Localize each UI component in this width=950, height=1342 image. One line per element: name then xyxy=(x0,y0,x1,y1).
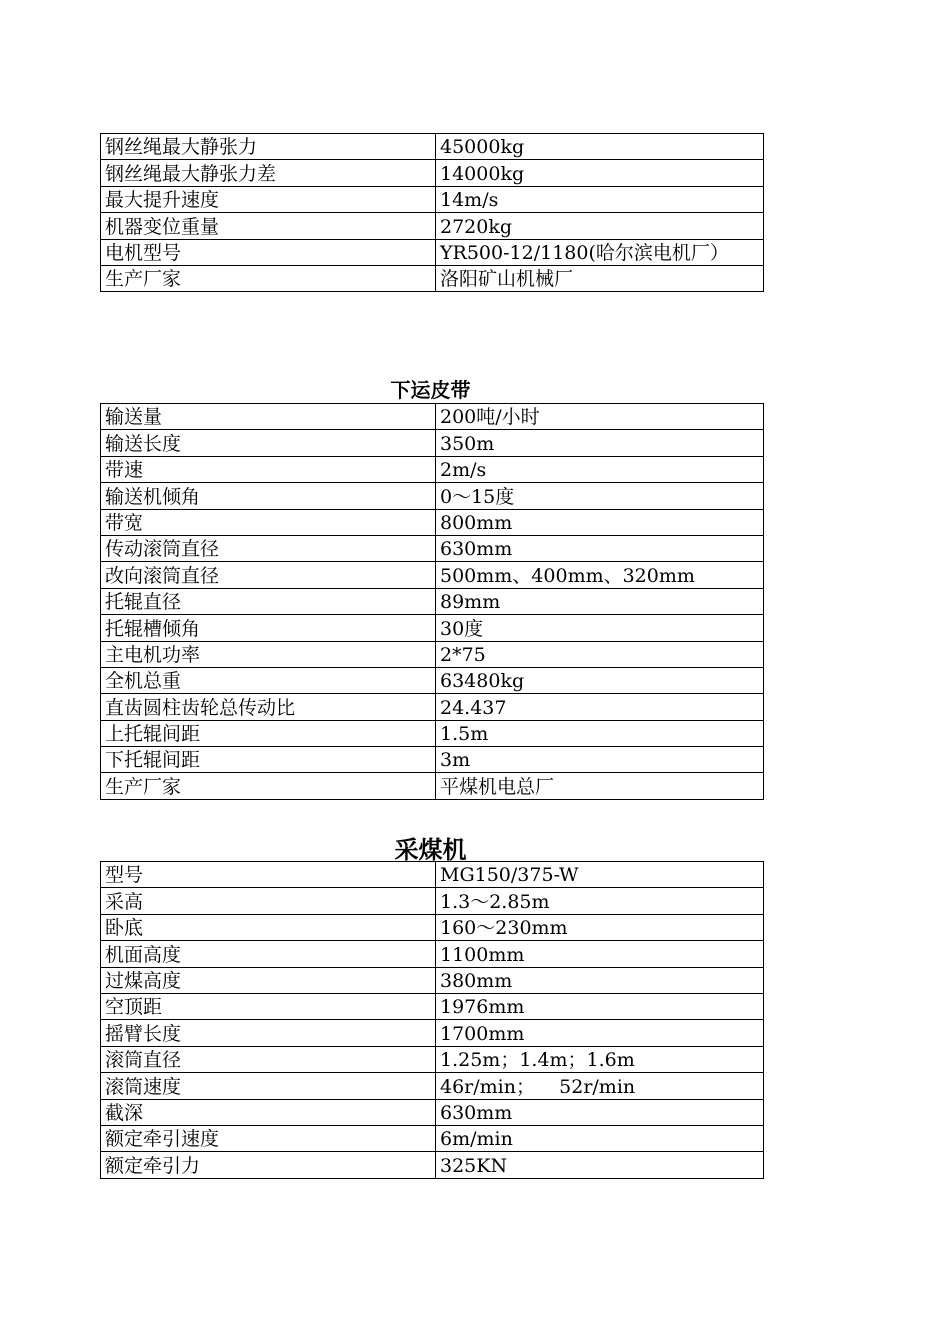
spec-value: 1100mm xyxy=(436,941,764,967)
spec-value: 1700mm xyxy=(436,1020,764,1046)
spec-value: 0～15度 xyxy=(436,483,764,509)
spec-key: 摇臂长度 xyxy=(101,1020,436,1046)
spec-value: 1976mm xyxy=(436,993,764,1019)
spec-key: 全机总重 xyxy=(101,667,436,693)
table-row xyxy=(101,239,764,265)
hoist-spec-body xyxy=(101,134,764,292)
spec-key: 生产厂家 xyxy=(101,265,436,291)
spec-key: 输送量 xyxy=(101,404,436,430)
spec-value: YR500-12/1180(哈尔滨电机厂） xyxy=(436,239,764,265)
spec-key: 滚筒直径 xyxy=(101,1046,436,1072)
spec-value: 14m/s xyxy=(436,186,764,212)
spec-value: 1.5m xyxy=(436,720,764,746)
spec-key: 生产厂家 xyxy=(101,773,436,799)
table-row xyxy=(101,720,764,746)
spec-key: 卧底 xyxy=(101,914,436,940)
spec-value: 2720kg xyxy=(436,213,764,239)
shearer-spec-body xyxy=(101,862,764,1179)
spec-key: 托辊槽倾角 xyxy=(101,615,436,641)
spec-key: 最大提升速度 xyxy=(101,186,436,212)
table-row xyxy=(101,562,764,588)
table-row xyxy=(101,1020,764,1046)
table-row xyxy=(101,1152,764,1178)
table-row xyxy=(101,967,764,993)
belt-spec-table xyxy=(100,403,764,800)
table-row xyxy=(101,160,764,186)
spec-value: 800mm xyxy=(436,509,764,535)
spec-value: 630mm xyxy=(436,1099,764,1125)
spec-key: 钢丝绳最大静张力差 xyxy=(101,160,436,186)
hoist-spec-table xyxy=(100,133,764,292)
spec-key: 主电机功率 xyxy=(101,641,436,667)
spec-value: 500mm、400mm、320mm xyxy=(436,562,764,588)
table-row xyxy=(101,615,764,641)
table-row xyxy=(101,1046,764,1072)
table-row xyxy=(101,1099,764,1125)
spec-key: 型号 xyxy=(101,862,436,888)
belt-section-title: 下运皮带 xyxy=(390,378,471,402)
table-row xyxy=(101,993,764,1019)
spec-value: 325KN xyxy=(436,1152,764,1178)
table-row xyxy=(101,667,764,693)
spec-key: 电机型号 xyxy=(101,239,436,265)
spec-key: 带宽 xyxy=(101,509,436,535)
spec-key: 额定牵引力 xyxy=(101,1152,436,1178)
table-row xyxy=(101,588,764,614)
spec-key: 输送机倾角 xyxy=(101,483,436,509)
spec-value: 24.437 xyxy=(436,694,764,720)
spec-key: 下托辊间距 xyxy=(101,747,436,773)
table-row xyxy=(101,694,764,720)
spec-value: 630mm xyxy=(436,535,764,561)
table-row xyxy=(101,535,764,561)
spec-value: 30度 xyxy=(436,615,764,641)
table-row xyxy=(101,265,764,291)
spec-value: 1.3～2.85m xyxy=(436,888,764,914)
spec-value: 平煤机电总厂 xyxy=(436,773,764,799)
spec-key: 截深 xyxy=(101,1099,436,1125)
spec-key: 钢丝绳最大静张力 xyxy=(101,134,436,160)
shearer-section-title: 采煤机 xyxy=(394,836,467,864)
table-row xyxy=(101,404,764,430)
spec-key: 带速 xyxy=(101,456,436,482)
belt-spec-body xyxy=(101,404,764,800)
table-row xyxy=(101,1073,764,1099)
spec-value: 200吨/小时 xyxy=(436,404,764,430)
table-row xyxy=(101,430,764,456)
spec-key: 上托辊间距 xyxy=(101,720,436,746)
spec-key: 滚筒速度 xyxy=(101,1073,436,1099)
spec-value: 2*75 xyxy=(436,641,764,667)
spec-value: 1.25m；1.4m；1.6m xyxy=(436,1046,764,1072)
table-row xyxy=(101,641,764,667)
spec-key: 托辊直径 xyxy=(101,588,436,614)
table-row xyxy=(101,941,764,967)
spec-key: 过煤高度 xyxy=(101,967,436,993)
table-row xyxy=(101,483,764,509)
table-row xyxy=(101,888,764,914)
spec-value: 160～230mm xyxy=(436,914,764,940)
spec-value: 2m/s xyxy=(436,456,764,482)
spec-value: 89mm xyxy=(436,588,764,614)
table-row xyxy=(101,213,764,239)
spec-key: 采高 xyxy=(101,888,436,914)
spec-value: 3m xyxy=(436,747,764,773)
spec-key: 空顶距 xyxy=(101,993,436,1019)
spec-value: 380mm xyxy=(436,967,764,993)
table-row xyxy=(101,773,764,799)
spec-key: 额定牵引速度 xyxy=(101,1125,436,1151)
table-row xyxy=(101,747,764,773)
table-row xyxy=(101,186,764,212)
spec-key: 机面高度 xyxy=(101,941,436,967)
spec-key: 改向滚筒直径 xyxy=(101,562,436,588)
spec-key: 直齿圆柱齿轮总传动比 xyxy=(101,694,436,720)
table-row xyxy=(101,1125,764,1151)
spec-value: MG150/375-W xyxy=(436,862,764,888)
spec-key: 输送长度 xyxy=(101,430,436,456)
spec-key: 传动滚筒直径 xyxy=(101,535,436,561)
spec-key: 机器变位重量 xyxy=(101,213,436,239)
table-row xyxy=(101,134,764,160)
spec-value: 45000kg xyxy=(436,134,764,160)
table-row xyxy=(101,509,764,535)
spec-value: 350m xyxy=(436,430,764,456)
spec-value: 46r/min； 52r/min xyxy=(436,1073,764,1099)
shearer-spec-table xyxy=(100,861,764,1179)
spec-value: 14000kg xyxy=(436,160,764,186)
spec-value: 6m/min xyxy=(436,1125,764,1151)
table-row xyxy=(101,914,764,940)
spec-value: 洛阳矿山机械厂 xyxy=(436,265,764,291)
spec-value: 63480kg xyxy=(436,667,764,693)
table-row xyxy=(101,456,764,482)
table-row xyxy=(101,862,764,888)
